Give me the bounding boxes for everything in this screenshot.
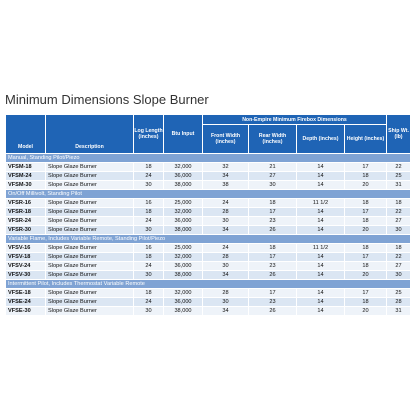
cell-log-length: 16: [134, 244, 164, 253]
cell-model: VFSV-24: [6, 262, 46, 271]
table-row: [6, 307, 411, 316]
cell-btu-input: 25,000: [164, 244, 203, 253]
cell-model: VFSR-30: [6, 226, 46, 235]
cell-height: 20: [345, 226, 387, 235]
cell-depth: 14: [297, 208, 345, 217]
table-row: [6, 271, 411, 280]
cell-front-width: 34: [203, 307, 249, 316]
cell-model: VFSV-16: [6, 244, 46, 253]
header-rear-width: Rear Width (inches): [249, 125, 297, 154]
cell-rear-width: 17: [249, 289, 297, 298]
cell-ship-wt: 27: [387, 217, 411, 226]
header-log-length: Log Length (inches): [134, 115, 164, 154]
cell-front-width: 34: [203, 271, 249, 280]
cell-front-width: 30: [203, 217, 249, 226]
cell-ship-wt: 22: [387, 163, 411, 172]
header-depth: Depth (inches): [297, 125, 345, 154]
cell-front-width: 24: [203, 244, 249, 253]
cell-height: 18: [345, 262, 387, 271]
cell-height: 18: [345, 298, 387, 307]
cell-front-width: 30: [203, 298, 249, 307]
cell-log-length: 18: [134, 208, 164, 217]
cell-rear-width: 26: [249, 307, 297, 316]
cell-ship-wt: 31: [387, 181, 411, 190]
table-header: [6, 115, 411, 154]
cell-height: 17: [345, 163, 387, 172]
header-height: Height (inches): [345, 125, 387, 154]
cell-log-length: 24: [134, 298, 164, 307]
cell-model: VFSE-18: [6, 289, 46, 298]
cell-depth: 14: [297, 226, 345, 235]
cell-depth: 14: [297, 289, 345, 298]
header-btu-input: Btu Input: [164, 115, 203, 154]
cell-depth: 14: [297, 172, 345, 181]
cell-depth: 14: [297, 298, 345, 307]
table-row: [6, 208, 411, 217]
cell-description: Slope Glaze Burner: [46, 172, 134, 181]
cell-model: VFSR-18: [6, 208, 46, 217]
cell-log-length: 24: [134, 262, 164, 271]
cell-description: Slope Glaze Burner: [46, 226, 134, 235]
table-row: [6, 253, 411, 262]
cell-depth: 11 1/2: [297, 199, 345, 208]
cell-rear-width: 23: [249, 217, 297, 226]
cell-rear-width: 17: [249, 208, 297, 217]
page-title: Minimum Dimensions Slope Burner: [5, 92, 209, 107]
cell-btu-input: 36,000: [164, 172, 203, 181]
cell-log-length: 18: [134, 253, 164, 262]
cell-height: 20: [345, 271, 387, 280]
cell-rear-width: 26: [249, 226, 297, 235]
cell-depth: 11 1/2: [297, 244, 345, 253]
cell-height: 18: [345, 172, 387, 181]
cell-depth: 14: [297, 181, 345, 190]
header-front-width: Front Width (inches): [203, 125, 249, 154]
cell-rear-width: 21: [249, 163, 297, 172]
cell-depth: 14: [297, 217, 345, 226]
cell-rear-width: 30: [249, 181, 297, 190]
cell-btu-input: 36,000: [164, 217, 203, 226]
cell-description: Slope Glaze Burner: [46, 199, 134, 208]
table-row: [6, 289, 411, 298]
cell-log-length: 30: [134, 307, 164, 316]
cell-rear-width: 27: [249, 172, 297, 181]
cell-log-length: 30: [134, 226, 164, 235]
table-row: [6, 244, 411, 253]
cell-ship-wt: 25: [387, 172, 411, 181]
cell-description: Slope Glaze Burner: [46, 262, 134, 271]
cell-description: Slope Glaze Burner: [46, 271, 134, 280]
cell-btu-input: 38,000: [164, 271, 203, 280]
cell-description: Slope Glaze Burner: [46, 181, 134, 190]
section-title: Intermittent Pilot, Includes Thermostat Variable Remote: [6, 280, 411, 289]
cell-front-width: 28: [203, 253, 249, 262]
section-title: On/Off Millivolt, Standing Pilot: [6, 190, 411, 199]
cell-model: VFSR-24: [6, 217, 46, 226]
section-title: Manual, Standing Pilot/Piezo: [6, 154, 411, 163]
cell-model: VFSM-24: [6, 172, 46, 181]
section-row: [6, 154, 411, 163]
cell-model: VFSM-30: [6, 181, 46, 190]
cell-model: VFSE-30: [6, 307, 46, 316]
cell-model: VFSM-18: [6, 163, 46, 172]
table-row: [6, 226, 411, 235]
cell-depth: 14: [297, 262, 345, 271]
cell-ship-wt: 18: [387, 199, 411, 208]
cell-log-length: 18: [134, 163, 164, 172]
cell-description: Slope Glaze Burner: [46, 163, 134, 172]
cell-rear-width: 26: [249, 271, 297, 280]
cell-btu-input: 38,000: [164, 226, 203, 235]
header-description: Description: [46, 115, 134, 154]
cell-ship-wt: 30: [387, 226, 411, 235]
cell-front-width: 34: [203, 226, 249, 235]
cell-log-length: 30: [134, 271, 164, 280]
table-row: [6, 181, 411, 190]
section-title: Variable Flame, Includes Variable Remote, Standing Pilot/Piezo: [6, 235, 411, 244]
section-row: [6, 190, 411, 199]
cell-front-width: 28: [203, 208, 249, 217]
cell-log-length: 24: [134, 172, 164, 181]
cell-model: VFSV-18: [6, 253, 46, 262]
cell-rear-width: 18: [249, 244, 297, 253]
cell-ship-wt: 22: [387, 208, 411, 217]
cell-depth: 14: [297, 307, 345, 316]
cell-description: Slope Glaze Burner: [46, 217, 134, 226]
cell-btu-input: 36,000: [164, 298, 203, 307]
cell-height: 17: [345, 208, 387, 217]
cell-description: Slope Glaze Burner: [46, 208, 134, 217]
table-body: [6, 154, 411, 316]
cell-btu-input: 32,000: [164, 253, 203, 262]
section-row: [6, 280, 411, 289]
cell-description: Slope Glaze Burner: [46, 253, 134, 262]
cell-description: Slope Glaze Burner: [46, 307, 134, 316]
cell-description: Slope Glaze Burner: [46, 298, 134, 307]
cell-height: 20: [345, 181, 387, 190]
cell-ship-wt: 30: [387, 271, 411, 280]
cell-log-length: 30: [134, 181, 164, 190]
cell-model: VFSV-30: [6, 271, 46, 280]
cell-rear-width: 18: [249, 199, 297, 208]
dimensions-table: [5, 114, 411, 316]
header-model: Model: [6, 115, 46, 154]
cell-btu-input: 36,000: [164, 262, 203, 271]
cell-ship-wt: 18: [387, 244, 411, 253]
cell-btu-input: 38,000: [164, 307, 203, 316]
header-ship-wt: Ship Wt. (lb): [387, 115, 411, 154]
table-row: [6, 172, 411, 181]
cell-front-width: 24: [203, 199, 249, 208]
cell-ship-wt: 31: [387, 307, 411, 316]
cell-front-width: 38: [203, 181, 249, 190]
cell-front-width: 34: [203, 172, 249, 181]
table-row: [6, 217, 411, 226]
table-row: [6, 163, 411, 172]
cell-ship-wt: 25: [387, 289, 411, 298]
table-row: [6, 262, 411, 271]
cell-description: Slope Glaze Burner: [46, 244, 134, 253]
cell-height: 18: [345, 244, 387, 253]
cell-front-width: 32: [203, 163, 249, 172]
cell-ship-wt: 28: [387, 298, 411, 307]
table-row: [6, 199, 411, 208]
cell-model: VFSR-16: [6, 199, 46, 208]
cell-front-width: 30: [203, 262, 249, 271]
cell-rear-width: 23: [249, 298, 297, 307]
cell-ship-wt: 22: [387, 253, 411, 262]
cell-height: 17: [345, 253, 387, 262]
cell-model: VFSE-24: [6, 298, 46, 307]
cell-height: 18: [345, 199, 387, 208]
section-row: [6, 235, 411, 244]
cell-btu-input: 32,000: [164, 289, 203, 298]
cell-btu-input: 32,000: [164, 163, 203, 172]
cell-front-width: 28: [203, 289, 249, 298]
cell-log-length: 24: [134, 217, 164, 226]
cell-depth: 14: [297, 271, 345, 280]
cell-btu-input: 25,000: [164, 199, 203, 208]
cell-height: 18: [345, 217, 387, 226]
cell-depth: 14: [297, 253, 345, 262]
cell-log-length: 18: [134, 289, 164, 298]
cell-btu-input: 32,000: [164, 208, 203, 217]
cell-ship-wt: 27: [387, 262, 411, 271]
cell-depth: 14: [297, 163, 345, 172]
header-firebox-group: Non-Empire Minimum Firebox Dimensions: [203, 115, 387, 125]
cell-log-length: 16: [134, 199, 164, 208]
cell-rear-width: 23: [249, 262, 297, 271]
cell-description: Slope Glaze Burner: [46, 289, 134, 298]
cell-height: 17: [345, 289, 387, 298]
cell-rear-width: 17: [249, 253, 297, 262]
cell-height: 20: [345, 307, 387, 316]
cell-btu-input: 38,000: [164, 181, 203, 190]
table-row: [6, 298, 411, 307]
